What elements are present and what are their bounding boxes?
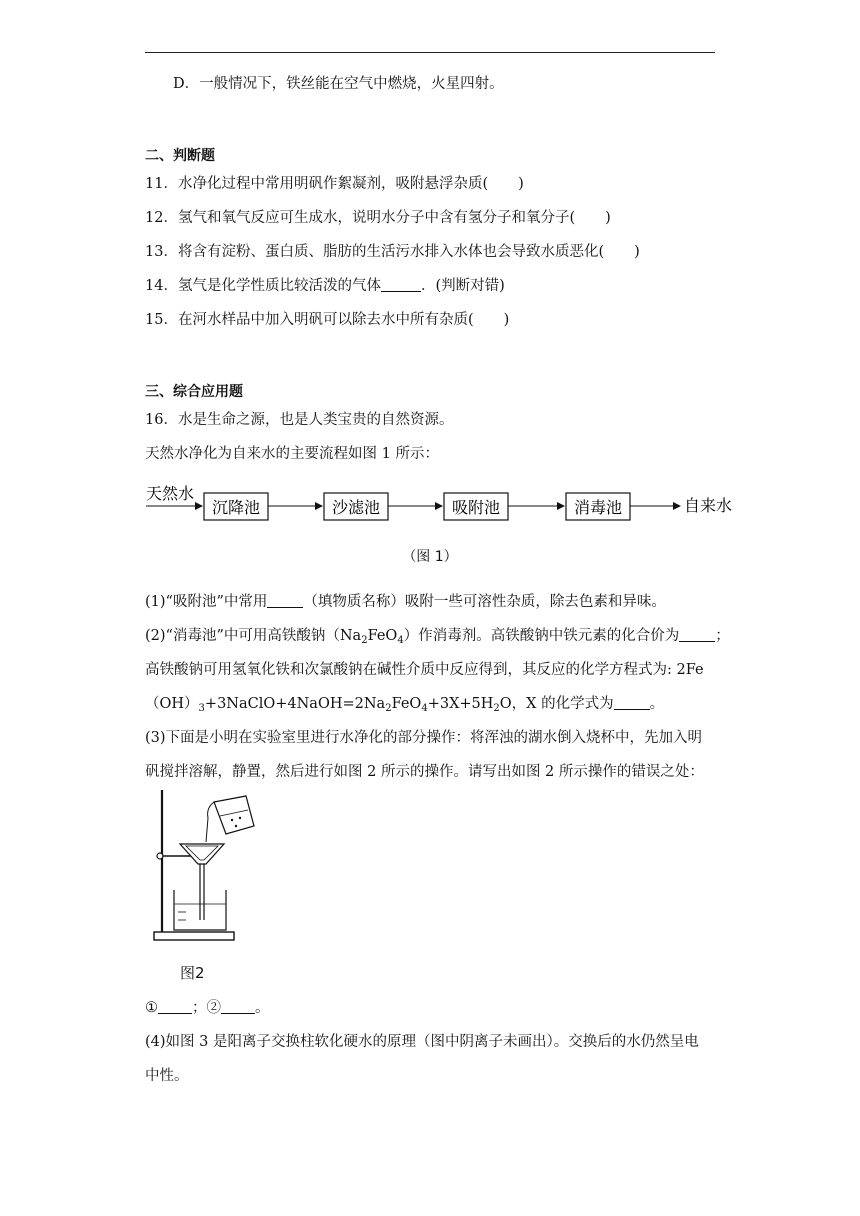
p1-text-a: (1)“吸附池”中常用 xyxy=(145,594,268,610)
p2l3-sub2: 2 xyxy=(385,703,392,714)
p1-answer-blank[interactable] xyxy=(267,593,303,608)
part-2-line-2: 高铁酸钠可用氢氧化铁和次氯酸钠在碱性介质中反应得到，其反应的化学方程式为: 2Fe xyxy=(145,662,704,678)
part-1 xyxy=(145,592,666,612)
p1-text-b: （填物质名称）吸附一些可溶性杂质，除去色素和异味。 xyxy=(303,594,666,610)
part-4-line-2: 中性。 xyxy=(145,1068,189,1084)
part-3-line-1: (3)下面是小明在实验室里进行水净化的部分操作：将浑浊的湖水倒入烧杯中，先加入明 xyxy=(145,730,703,746)
question-12 xyxy=(145,208,611,228)
q14-answer-blank[interactable] xyxy=(381,277,421,292)
q14-hint: ．(判断对错) xyxy=(420,278,505,294)
q12-text: 12．氢气和氧气反应可生成水，说明水分子中含有氢分子和氧分子( xyxy=(145,210,576,226)
question-15 xyxy=(145,310,509,330)
p2-sub-2: 4 xyxy=(397,635,404,646)
flow-start-label: 天然水 xyxy=(146,484,195,503)
p2-text-b: FeO xyxy=(367,628,398,644)
section-2-title: 二、判断题 xyxy=(145,148,215,164)
p2l3-sub1: 3 xyxy=(198,703,205,714)
p2-formula-blank[interactable] xyxy=(614,695,650,710)
flow-step-1: 沉降池 xyxy=(211,498,261,517)
flow-intro: 天然水净化为自来水的主要流程如图 1 所示： xyxy=(145,446,439,462)
p2l3-c: FeO xyxy=(391,696,422,712)
q11-text: 11．水净化过程中常用明矾作絮凝剂，吸附悬浮杂质( xyxy=(145,176,489,192)
filtration-apparatus-figure xyxy=(148,786,268,946)
p2-valence-blank[interactable] xyxy=(679,627,715,642)
header-rule xyxy=(145,52,715,53)
q15-text: 15．在河水样品中加入明矾可以除去水中所有杂质( xyxy=(145,312,474,328)
fig1-caption: （图 1） xyxy=(402,549,458,565)
flow-end-label: 自来水 xyxy=(684,496,733,515)
flow-step-2: 沙滤池 xyxy=(331,498,381,517)
answer-2-label: ；② xyxy=(192,1000,221,1016)
q12-close: ) xyxy=(605,210,611,226)
p2l3-b: +3NaClO+4NaOH=2Na xyxy=(204,696,386,712)
p2l3-d: +3X+5H xyxy=(427,696,494,712)
flow-step-4: 消毒池 xyxy=(573,498,623,517)
answers-end: 。 xyxy=(255,1000,270,1016)
part-3-answers xyxy=(145,998,270,1018)
p2-text-d: ； xyxy=(715,628,730,644)
answer-2-blank[interactable] xyxy=(221,999,255,1014)
answer-1-blank[interactable] xyxy=(158,999,192,1014)
part-3-line-2: 矾搅拌溶解，静置，然后进行如图 2 所示的操作。请写出如图 2 所示操作的错误之处： xyxy=(145,764,704,780)
question-11 xyxy=(145,174,524,194)
p2l3-a: （OH） xyxy=(145,696,199,712)
flow-step-3: 吸附池 xyxy=(451,498,501,517)
section-3-title: 三、综合应用题 xyxy=(145,384,243,400)
q11-close: ) xyxy=(518,176,524,192)
q15-close: ) xyxy=(503,312,510,328)
p2l3-f: 。 xyxy=(649,696,665,712)
p2-text-c: ）作消毒剂。高铁酸钠中铁元素的化合价为 xyxy=(403,628,680,644)
question-14 xyxy=(145,276,505,296)
question-13 xyxy=(145,242,640,262)
q13-text: 13．将含有淀粉、蛋白质、脂肪的生活污水排入水体也会导致水质恶化( xyxy=(145,244,605,260)
part-2-line-3 xyxy=(145,694,664,719)
p2l3-sub4: 2 xyxy=(493,703,500,714)
p2l3-sub3: 4 xyxy=(421,703,428,714)
p2l3-e: O，X 的化学式为 xyxy=(499,696,614,712)
q13-close: ) xyxy=(634,244,640,260)
answer-1-label: ① xyxy=(145,1000,158,1016)
q10-option-d: D．一般情况下，铁丝能在空气中燃烧，火星四射。 xyxy=(173,76,504,92)
part-4-line-1: (4)如图 3 是阳离子交换柱软化硬水的原理（图中阴离子未画出）。交换后的水仍然呈电 xyxy=(145,1034,699,1050)
part-2-line-1 xyxy=(145,626,730,651)
fig2-caption: 图2 xyxy=(180,964,205,982)
flow-diagram-fig1 xyxy=(140,480,740,530)
p2-text-a: (2)“消毒池”中可用高铁酸钠（Na xyxy=(145,628,362,644)
q14-text: 14．氢气是化学性质比较活泼的气体 xyxy=(145,278,381,294)
p2-sub-1: 2 xyxy=(361,635,368,646)
q16-intro: 16．水是生命之源，也是人类宝贵的自然资源。 xyxy=(145,412,454,428)
